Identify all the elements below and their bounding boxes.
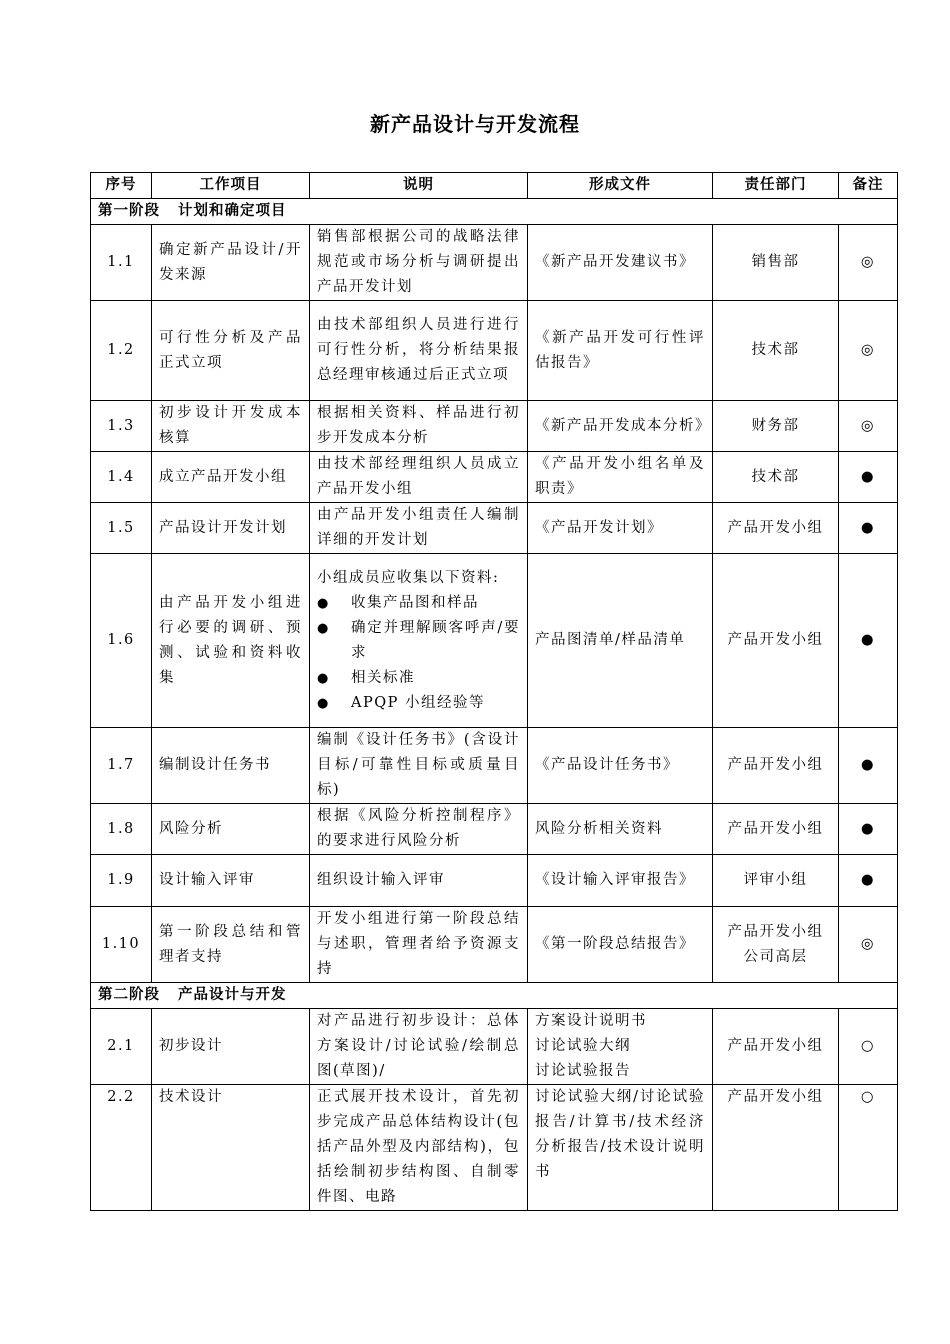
stage-1-heading xyxy=(91,199,898,225)
row-desc: 根据相关资料、样品进行初步开发成本分析 xyxy=(310,401,528,452)
row-desc: 由产品开发小组责任人编制详细的开发计划 xyxy=(310,503,528,554)
row-no: 1.10 xyxy=(91,907,152,983)
list-item: ● 收集产品图和样品 xyxy=(317,591,520,616)
row-item: 由产品开发小组进行必要的调研、预测、试验和资料收集 xyxy=(152,554,310,728)
stage-label: 第一阶段 xyxy=(98,203,160,219)
row-note: ◎ xyxy=(839,401,898,452)
doc-line: 讨论试验大纲 xyxy=(535,1038,631,1054)
row-dept: 产品开发小组 xyxy=(713,1009,839,1085)
col-header-desc: 说明 xyxy=(310,173,528,199)
row-item: 设计输入评审 xyxy=(152,855,310,907)
row-desc: 由技术部组织人员进行进行可行性分析，将分析结果报总经理审核通过后正式立项 xyxy=(310,301,528,401)
row-no: 1.4 xyxy=(91,452,152,503)
row-dept: 产品开发小组 xyxy=(713,804,839,855)
table-row xyxy=(91,225,898,301)
stage-name: 计划和确定项目 xyxy=(178,203,287,219)
doc-line: 讨论试验报告 xyxy=(535,1063,631,1079)
page-title: 新产品设计与开发流程 xyxy=(370,112,580,136)
row-note: ● xyxy=(839,452,898,503)
table-row xyxy=(91,554,898,728)
row-docs: 《产品开发小组名单及职责》 xyxy=(528,452,713,503)
row-item: 技术设计 xyxy=(152,1085,310,1211)
row-desc: 组织设计输入评审 xyxy=(310,855,528,907)
row-note: ◎ xyxy=(839,907,898,983)
row-dept: 产品开发小组 xyxy=(713,1085,839,1211)
row-note: ● xyxy=(839,554,898,728)
row-no: 1.9 xyxy=(91,855,152,907)
dept-line: 公司高层 xyxy=(743,948,808,965)
row-dept: 产品开发小组 xyxy=(713,728,839,804)
row-item: 第一阶段总结和管理者支持 xyxy=(152,907,310,983)
list-item: ● APQP 小组经验等 xyxy=(317,691,520,716)
row-desc: 销售部根据公司的战略法律规范或市场分析与调研提出产品开发计划 xyxy=(310,225,528,301)
row-no: 1.2 xyxy=(91,301,152,401)
table-row xyxy=(91,1009,898,1085)
row-note: ○ xyxy=(839,1009,898,1085)
bullet-list xyxy=(317,591,520,716)
row-item: 初步设计 xyxy=(152,1009,310,1085)
row-no: 1.3 xyxy=(91,401,152,452)
row-no: 1.1 xyxy=(91,225,152,301)
row-docs: 《设计输入评审报告》 xyxy=(528,855,713,907)
row-docs xyxy=(528,1009,713,1085)
row-item: 成立产品开发小组 xyxy=(152,452,310,503)
stage-row xyxy=(91,983,898,1009)
row-dept: 财务部 xyxy=(713,401,839,452)
row-item: 可行性分析及产品正式立项 xyxy=(152,301,310,401)
table-row xyxy=(91,401,898,452)
table-row xyxy=(91,855,898,907)
row-item: 产品设计开发计划 xyxy=(152,503,310,554)
row-docs: 《新产品开发可行性评估报告》 xyxy=(528,301,713,401)
row-docs: 产品图清单/样品清单 xyxy=(528,554,713,728)
col-header-note: 备注 xyxy=(839,173,898,199)
row-no: 1.6 xyxy=(91,554,152,728)
stage-2-heading xyxy=(91,983,898,1009)
row-dept: 评审小组 xyxy=(713,855,839,907)
process-table xyxy=(90,172,898,1211)
row-no: 1.8 xyxy=(91,804,152,855)
row-desc: 开发小组进行第一阶段总结与述职，管理者给予资源支持 xyxy=(310,907,528,983)
row-dept: 技术部 xyxy=(713,301,839,401)
row-docs: 《产品开发计划》 xyxy=(528,503,713,554)
table-row xyxy=(91,804,898,855)
row-item: 风险分析 xyxy=(152,804,310,855)
row-note: ◎ xyxy=(839,225,898,301)
row-dept: 产品开发小组 xyxy=(713,503,839,554)
row-desc: 小组成员应收集以下资料: xyxy=(317,569,500,586)
row-docs: 《新产品开发建议书》 xyxy=(528,225,713,301)
col-header-docs: 形成文件 xyxy=(528,173,713,199)
stage-label: 第二阶段 xyxy=(98,987,160,1003)
col-header-item: 工作项目 xyxy=(152,173,310,199)
row-note: ○ xyxy=(839,1085,898,1211)
row-no: 2.1 xyxy=(91,1009,152,1085)
doc-line: 方案设计说明书 xyxy=(535,1013,647,1029)
row-desc: 编制《设计任务书》(含设计目标/可靠性目标或质量目标) xyxy=(310,728,528,804)
col-header-dept: 责任部门 xyxy=(713,173,839,199)
dept-line: 产品开发小组 xyxy=(727,923,824,940)
row-dept: 技术部 xyxy=(713,452,839,503)
table-row xyxy=(91,728,898,804)
row-note: ● xyxy=(839,503,898,554)
table-row xyxy=(91,503,898,554)
row-docs: 《新产品开发成本分析》 xyxy=(528,401,713,452)
table-row xyxy=(91,1085,898,1211)
list-item: ● 相关标准 xyxy=(317,666,520,691)
stage-name: 产品设计与开发 xyxy=(178,987,287,1003)
row-no: 1.7 xyxy=(91,728,152,804)
row-note: ● xyxy=(839,855,898,907)
row-desc: 正式展开技术设计，首先初步完成产品总体结构设计(包括产品外型及内部结构)，包括绘制初步结构图、自制零件图、电路 xyxy=(310,1085,528,1211)
header-row xyxy=(91,173,898,199)
row-docs: 《第一阶段总结报告》 xyxy=(528,907,713,983)
row-no: 2.2 xyxy=(91,1085,152,1211)
row-docs: 风险分析相关资料 xyxy=(528,804,713,855)
row-no: 1.5 xyxy=(91,503,152,554)
row-desc: 由技术部经理组织人员成立产品开发小组 xyxy=(310,452,528,503)
col-header-no: 序号 xyxy=(91,173,152,199)
row-note: ● xyxy=(839,728,898,804)
row-desc-with-list xyxy=(310,554,528,728)
list-item: ● 确定并理解顾客呼声/要求 xyxy=(317,616,520,666)
row-docs: 《产品设计任务书》 xyxy=(528,728,713,804)
row-dept: 产品开发小组 xyxy=(713,554,839,728)
row-dept xyxy=(713,907,839,983)
row-desc: 对产品进行初步设计：总体方案设计/讨论试验/绘制总图(草图)/ xyxy=(310,1009,528,1085)
row-item: 编制设计任务书 xyxy=(152,728,310,804)
row-dept: 销售部 xyxy=(713,225,839,301)
table-row xyxy=(91,907,898,983)
table-row xyxy=(91,301,898,401)
table-row xyxy=(91,452,898,503)
row-desc: 根据《风险分析控制程序》的要求进行风险分析 xyxy=(310,804,528,855)
row-note: ◎ xyxy=(839,301,898,401)
row-item: 初步设计开发成本核算 xyxy=(152,401,310,452)
stage-row xyxy=(91,199,898,225)
row-item: 确定新产品设计/开发来源 xyxy=(152,225,310,301)
row-docs: 讨论试验大纲/讨论试验报告/计算书/技术经济分析报告/技术设计说明书 xyxy=(528,1085,713,1211)
row-note: ● xyxy=(839,804,898,855)
